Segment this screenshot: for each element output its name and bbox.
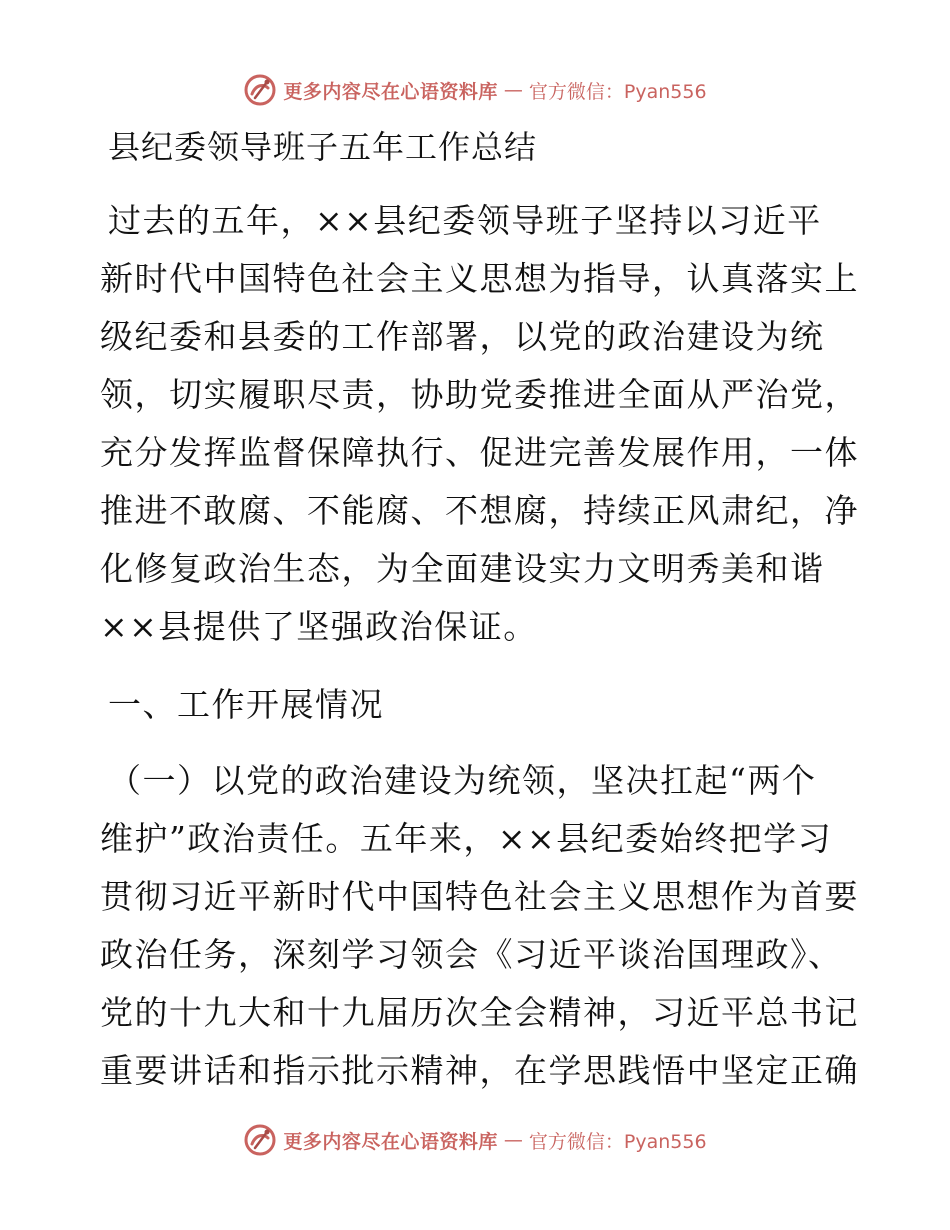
watermark-separator: —: [503, 79, 523, 101]
section-heading: 一、工作开展情况: [108, 685, 384, 724]
watermark-text: 更多内容尽在心语资料库: [283, 80, 498, 103]
paragraph-line: 领，切实履职尽责，协助党委推进全面从严治党，: [100, 375, 859, 414]
paragraph-line: 政治任务，深刻学习领会《习近平谈治国理政》、: [100, 935, 843, 974]
paragraph-line: 维护”政治责任。五年来，××县纪委始终把学习: [100, 819, 833, 858]
watermark-contact: 官方微信：Pyan556: [528, 1130, 707, 1153]
paragraph-line: 党的十九大和十九届历次全会精神，习近平总书记: [100, 993, 859, 1032]
document-title: 县纪委领导班子五年工作总结: [108, 128, 538, 166]
paragraph-intro: [100, 192, 859, 656]
paragraph-line: （一）以党的政治建设为统领，坚决扛起“两个: [108, 761, 817, 800]
watermark-banner-top: [0, 70, 950, 110]
paragraph-line: ××县提供了坚强政治保证。: [100, 607, 538, 646]
paragraph-line: 充分发挥监督保障执行、促进完善发展作用，一体: [100, 433, 859, 472]
paragraph-line: 推进不敢腐、不能腐、不想腐，持续正风肃纪，净: [100, 491, 859, 530]
watermark-text: 更多内容尽在心语资料库: [283, 1130, 498, 1153]
watermark-contact: 官方微信：Pyan556: [528, 80, 707, 103]
paragraph-line: 新时代中国特色社会主义思想为指导，认真落实上: [100, 259, 859, 298]
paragraph-line: 贯彻习近平新时代中国特色社会主义思想作为首要: [100, 877, 859, 916]
paragraph-section-one: [100, 752, 859, 1100]
watermark-banner-bottom: [0, 1120, 950, 1160]
logo-icon: [243, 73, 277, 107]
logo-icon: [243, 1123, 277, 1157]
paragraph-line: 化修复政治生态，为全面建设实力文明秀美和谐: [100, 549, 825, 588]
paragraph-line: 过去的五年，××县纪委领导班子坚持以习近平: [108, 201, 822, 240]
watermark-separator: —: [503, 1129, 523, 1151]
paragraph-line: 级纪委和县委的工作部署，以党的政治建设为统: [100, 317, 825, 356]
document-body: [100, 122, 859, 1100]
paragraph-line: 重要讲话和指示批示精神，在学思践悟中坚定正确: [100, 1051, 859, 1090]
